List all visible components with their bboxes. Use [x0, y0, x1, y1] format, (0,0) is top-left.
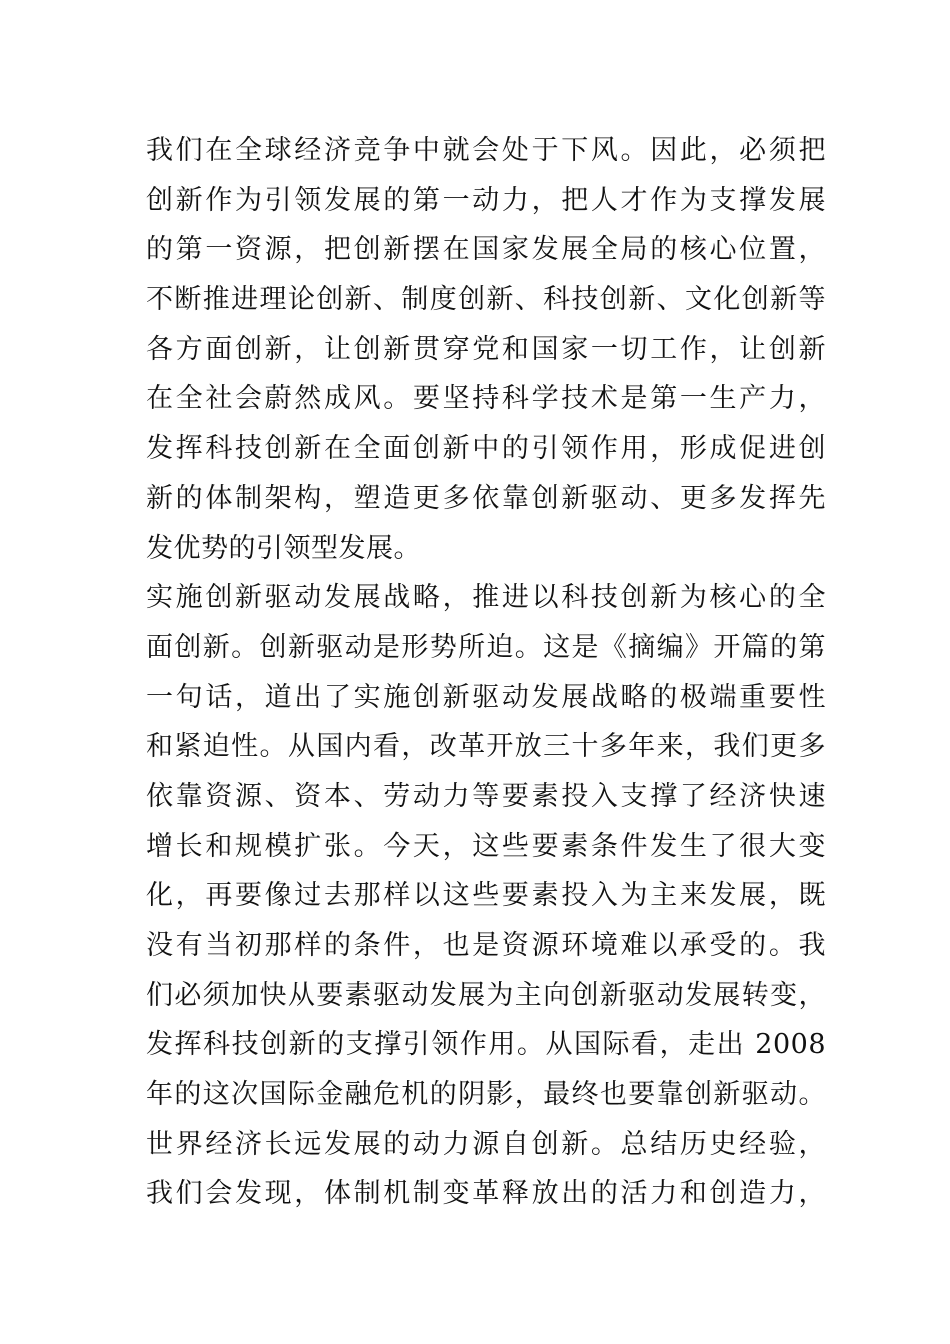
text-line: 新的体制架构，塑造更多依靠创新驱动、更多发挥先	[146, 482, 826, 514]
text-line: 发挥科技创新的支撑引领作用。从国际看，走出 2008	[146, 1029, 826, 1061]
text-line: 我们在全球经济竞争中就会处于下风。因此，必须把	[146, 135, 826, 166]
body-text	[146, 126, 826, 1219]
text-line: 增长和规模扩张。今天，这些要素条件发生了很大变	[146, 830, 826, 862]
text-line: 面创新。创新驱动是形势所迫。这是《摘编》开篇的第	[146, 631, 826, 663]
text-line: 的第一资源，把创新摆在国家发展全局的核心位置，	[146, 234, 826, 266]
text-line: 不断推进理论创新、制度创新、科技创新、文化创新等	[146, 284, 826, 316]
text-line: 世界经济长远发展的动力源自创新。总结历史经验，	[146, 1128, 826, 1160]
text-line: 没有当初那样的条件，也是资源环境难以承受的。我	[146, 930, 826, 961]
text-line: 们必须加快从要素驱动发展为主向创新驱动发展转变，	[146, 979, 826, 1011]
text-line: 发挥科技创新在全面创新中的引领作用，形成促进创	[146, 433, 826, 465]
text-line: 创新作为引领发展的第一动力，把人才作为支撑发展	[146, 184, 826, 216]
text-line: 和紧迫性。从国内看，改革开放三十多年来，我们更多	[146, 731, 826, 763]
text-line: 年的这次国际金融危机的阴影，最终也要靠创新驱动。	[146, 1079, 826, 1111]
text-line: 发优势的引领型发展。	[146, 532, 421, 564]
text-line: 实施创新驱动发展战略，推进以科技创新为核心的全	[146, 582, 826, 614]
text-line: 在全社会蔚然成风。要坚持科学技术是第一生产力，	[146, 383, 826, 415]
text-line: 依靠资源、资本、劳动力等要素投入支撑了经济快速	[146, 780, 826, 812]
text-line: 化，再要像过去那样以这些要素投入为主来发展，既	[146, 880, 826, 912]
text-line: 一句话，道出了实施创新驱动发展战略的极端重要性	[146, 681, 826, 713]
text-line: 我们会发现，体制机制变革释放出的活力和创造力，	[146, 1178, 826, 1210]
text-line: 各方面创新，让创新贯穿党和国家一切工作，让创新	[146, 333, 826, 365]
